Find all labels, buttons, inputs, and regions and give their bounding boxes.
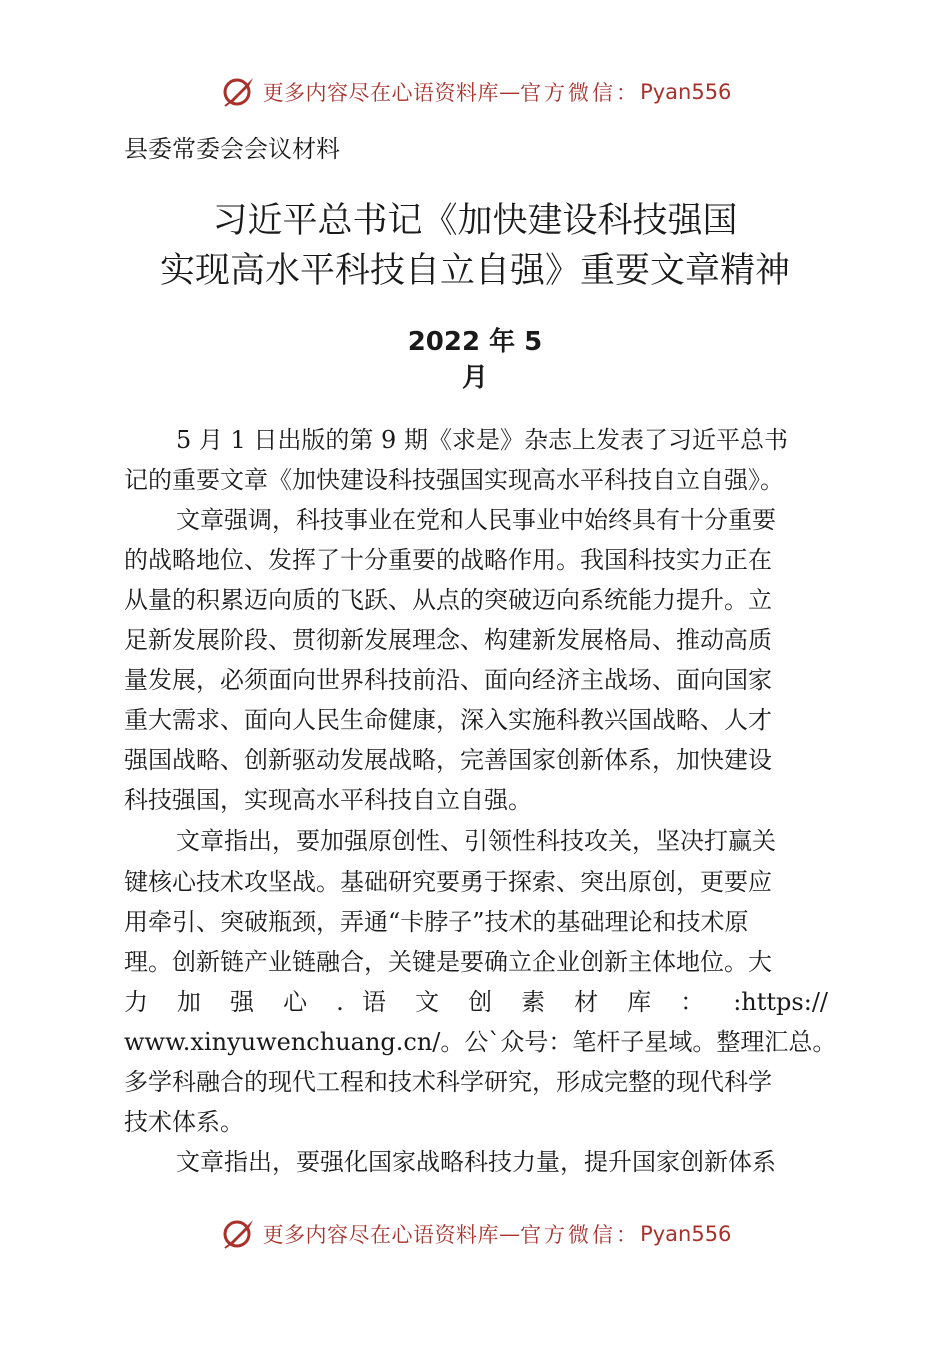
body-line: 理。创新链产业链融合，关键是要确立企业创新主体地位。大 xyxy=(124,948,772,976)
title-line: 实现高水平科技自立自强》重要文章精神 xyxy=(159,251,790,291)
quill-pen-logo-icon xyxy=(219,72,259,112)
banner-text: 更多内容尽在心语资料库 xyxy=(262,81,500,105)
banner-text: 更多内容尽在心语资料库 xyxy=(262,1223,500,1247)
date-line: 月 xyxy=(461,363,488,393)
document-date xyxy=(0,324,950,396)
document-body xyxy=(124,420,837,1182)
banner-wechat-id: Pyan556 xyxy=(640,1222,732,1246)
footer-banner xyxy=(0,1214,950,1254)
body-line: 技术体系。 xyxy=(124,1108,244,1136)
body-line: 从量的积累迈向质的飞跃、从点的突破迈向系统能力提升。立 xyxy=(124,586,772,614)
date-line: 2022 年 5 xyxy=(407,327,543,357)
body-line: 5 月 1 日出版的第 9 期《求是》杂志上发表了习近平总书 xyxy=(176,426,788,454)
body-line: 文章指出，要加强原创性、引领性科技攻关，坚决打赢关 xyxy=(176,827,776,855)
body-line: 足新发展阶段、贯彻新发展理念、构建新发展格局、推动高质 xyxy=(124,626,772,654)
body-line: 的战略地位、发挥了十分重要的战略作用。我国科技实力正在 xyxy=(124,546,772,574)
body-line: www.xinyuwenchuang.cn/。公`众号：笔杆子星域。整理汇总。 xyxy=(124,1028,837,1056)
banner-separator: — xyxy=(499,1222,521,1246)
banner-separator: — xyxy=(499,80,521,104)
body-line: 强国战略、创新驱动发展战略，完善国家创新体系，加快建设 xyxy=(124,746,772,774)
quill-pen-logo-icon xyxy=(219,1214,259,1254)
body-line: 键核心技术攻坚战。基础研究要勇于探索、突出原创，更要应 xyxy=(124,868,772,896)
body-line: 力 加 强 心 . 语 文 创 素 材 库 ： :https:// xyxy=(124,988,828,1016)
body-line: 重大需求、面向人民生命健康，深入实施科教兴国战略、人才 xyxy=(124,706,772,734)
body-line: 科技强国，实现高水平科技自立自强。 xyxy=(124,786,532,814)
title-line: 习近平总书记《加快建设科技强国 xyxy=(212,201,738,241)
body-line: 量发展，必须面向世界科技前沿、面向经济主战场、面向国家 xyxy=(124,666,772,694)
document-title xyxy=(0,196,950,296)
body-line: 记的重要文章《加快建设科技强国实现高水平科技自立自强》。 xyxy=(124,466,784,494)
banner-wechat-id: Pyan556 xyxy=(640,80,732,104)
body-line: 文章强调，科技事业在党和人民事业中始终具有十分重要 xyxy=(176,506,776,534)
header-banner xyxy=(0,72,950,112)
body-line: 用牵引、突破瓶颈，弄通“卡脖子”技术的基础理论和技术原 xyxy=(124,908,749,936)
body-line: 多学科融合的现代工程和技术科学研究，形成完整的现代科学 xyxy=(124,1068,772,1096)
banner-wechat-label: 官方微信： xyxy=(520,81,641,105)
meeting-material-label: 县委常委会会议材料 xyxy=(124,135,340,163)
body-line: 文章指出，要强化国家战略科技力量，提升国家创新体系 xyxy=(176,1148,776,1176)
banner-wechat-label: 官方微信： xyxy=(520,1223,641,1247)
